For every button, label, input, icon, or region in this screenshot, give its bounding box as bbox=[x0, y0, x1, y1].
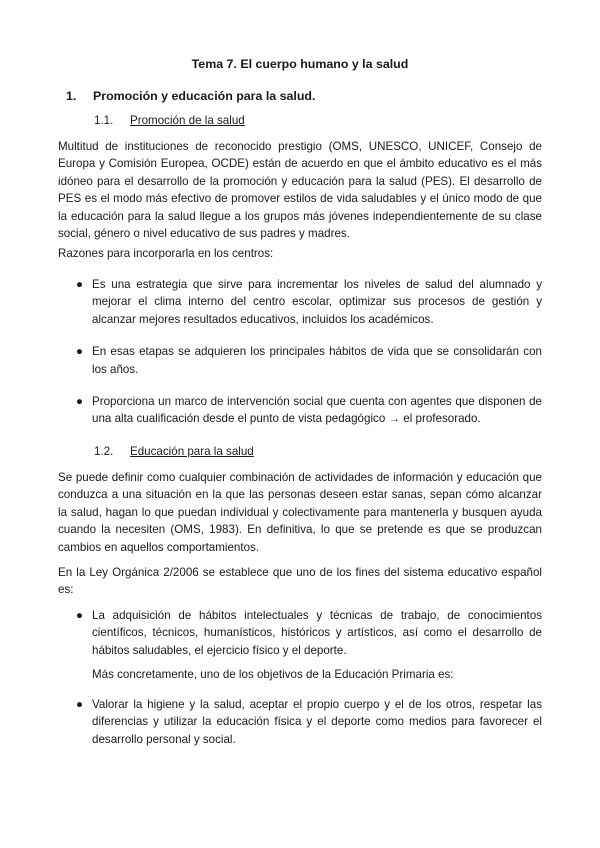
bullet-list-objetivos bbox=[58, 696, 542, 748]
section-number: 1. bbox=[66, 89, 77, 103]
paragraph-educacion: Se puede definir como cualquier combinación de actividades de información y educación que conduzca a una situación en la que las personas deseen estar sanas, sepan cómo alcanzar la salud, hagan lo que puedan individual y colectivamente para mantenerla y busquen ayuda cuando la necesiten (OMS, 1983). En definitiva, lo que se pretende es que se produzcan cambios en aquellos comportamientos. bbox=[58, 471, 542, 554]
list-item-text: En esas etapas se adquieren los principales hábitos de vida que se consolidarán con los años. bbox=[92, 345, 542, 376]
document-title: Tema 7. El cuerpo humano y la salud bbox=[191, 57, 409, 71]
bullet-icon: ● bbox=[76, 609, 84, 622]
bullet-list-fines bbox=[58, 607, 542, 659]
list-item-text: Proporciona un marco de intervención social que cuenta con agentes que disponen de una alta cualificación desde el punto de vista pedagógico → el profesorado. bbox=[92, 395, 542, 426]
bullet-list-razones bbox=[58, 276, 542, 428]
list-item-text: La adquisición de hábitos intelectuales y técnicas de trabajo, de conocimientos científicos, técnicos, humanísticos, históricos y artísticos, así como el desarrollo de hábitos saludables, el ejercicio físico y el deporte. bbox=[92, 609, 542, 657]
subsection-title: Promoción de la salud bbox=[130, 114, 245, 127]
list-item bbox=[58, 343, 542, 378]
bullet-icon: ● bbox=[76, 698, 84, 711]
subsection-title: Educación para la salud bbox=[130, 445, 254, 458]
section-heading-1 bbox=[66, 88, 315, 104]
paragraph-razones: Razones para incorporarla en los centros: bbox=[58, 247, 274, 260]
bullet-icon: ● bbox=[76, 345, 84, 359]
subsection-heading-1-1 bbox=[94, 113, 245, 128]
paragraph-ley: En la Ley Orgánica 2/2006 se establece que uno de los fines del sistema educativo español es: bbox=[58, 566, 542, 597]
paragraph-objetivos: Más concretamente, uno de los objetivos de la Educación Primaria es: bbox=[92, 668, 454, 681]
paragraph-promocion: Multitud de instituciones de reconocido prestigio (OMS, UNESCO, UNICEF, Consejo de Europa y Comisión Europea, OCDE) están de acuerdo en que el ámbito educativo es el más idóneo para el desarrollo de la promoción y educación para la salud (PES). El desarrollo de PES es el modo más efectivo de promover estilos de vida saludables y el único modo de que la educación para la salud llegue a los grupos más jóvenes independientemente de su clase social, género o nivel educativo de sus padres y madres. bbox=[58, 140, 542, 241]
section-title: Promoción y educación para la salud. bbox=[93, 89, 316, 103]
subsection-number: 1.2. bbox=[94, 445, 114, 458]
bullet-icon: ● bbox=[76, 395, 84, 409]
subsection-heading-1-2 bbox=[94, 444, 254, 459]
list-item-text: Valorar la higiene y la salud, aceptar el propio cuerpo y el de los otros, respetar las diferencias y utilizar la educación física y el deporte como medios para favorecer el desarrollo personal y social. bbox=[92, 698, 542, 746]
bullet-icon: ● bbox=[76, 278, 84, 291]
list-item bbox=[58, 696, 542, 748]
list-item bbox=[58, 276, 542, 328]
subsection-number: 1.1. bbox=[94, 114, 114, 127]
list-item-text: Es una estrategia que sirve para incrementar los niveles de salud del alumnado y mejorar el clima interno del centro escolar, optimizar sus procesos de gestión y alcanzar mejores resultados educativos, incluidos los académicos. bbox=[92, 278, 542, 326]
list-item bbox=[58, 607, 542, 659]
list-item bbox=[58, 393, 542, 428]
